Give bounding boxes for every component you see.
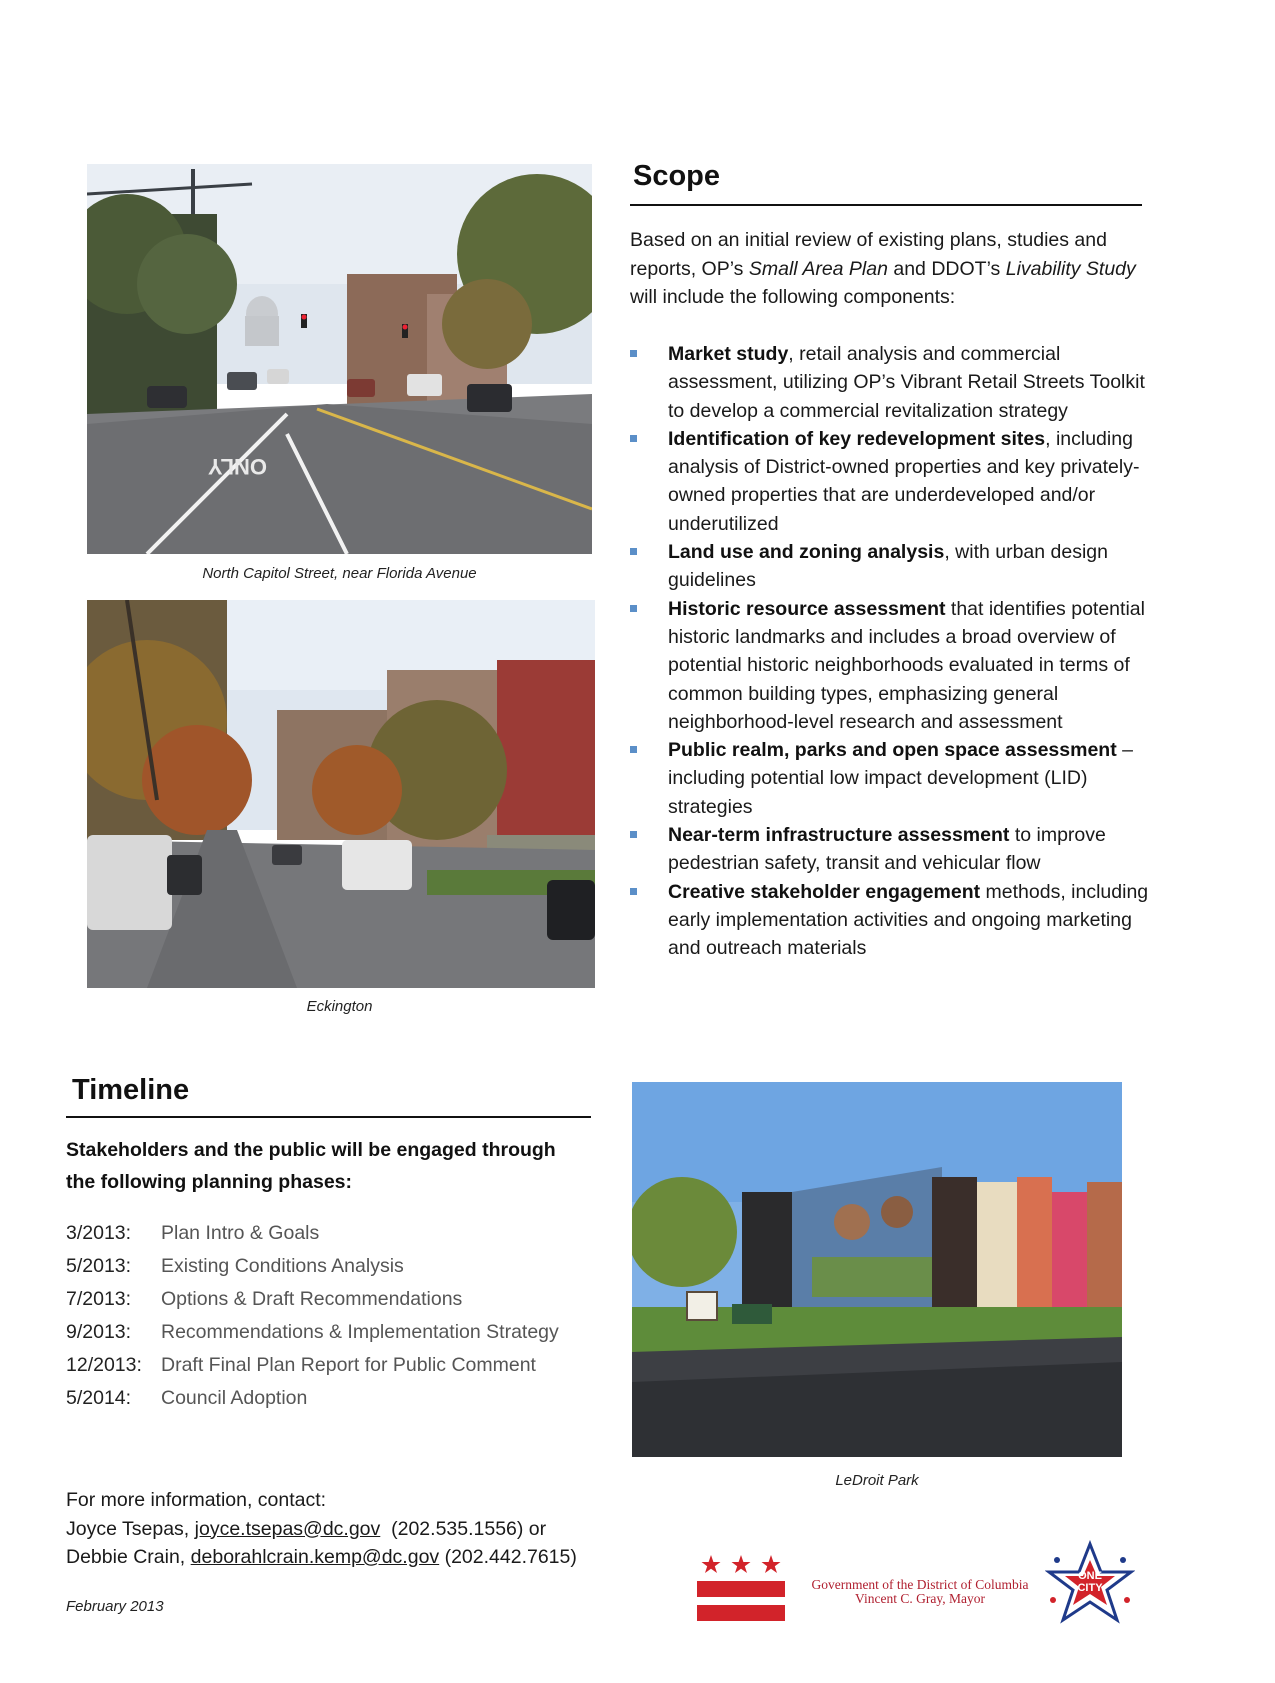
scope-item-heading: Identification of key redevelopment sites bbox=[668, 427, 1046, 450]
caption-ledroit-park: LeDroit Park bbox=[835, 1472, 919, 1489]
one-city-text-one: ONE bbox=[1078, 1570, 1102, 1582]
scope-intro bbox=[630, 226, 1150, 312]
phase-date: 9/2013: bbox=[66, 1321, 132, 1343]
scope-item-heading: Creative stakeholder engagement bbox=[668, 880, 981, 903]
contact-block bbox=[66, 1486, 626, 1572]
phase-date: 3/2013: bbox=[66, 1222, 132, 1244]
phase-date: 12/2013: bbox=[66, 1354, 142, 1376]
bullet-icon bbox=[630, 888, 637, 895]
scope-intro-small-area-plan: Small Area Plan bbox=[748, 257, 888, 280]
email-link-joyce[interactable]: joyce.tsepas@dc.gov bbox=[194, 1517, 381, 1540]
scope-intro-text-a: Based on an initial review of existing plans, studies and reports, OP’s bbox=[630, 229, 1107, 280]
timeline-phase-list bbox=[66, 1222, 606, 1420]
timeline-title: Timeline bbox=[72, 1074, 190, 1106]
scope-item-heading: Historic resource assessment bbox=[668, 597, 946, 620]
contact-person-joyce bbox=[66, 1515, 626, 1544]
scope-title: Scope bbox=[633, 160, 721, 192]
timeline-phase bbox=[66, 1354, 606, 1387]
one-city-logo bbox=[1045, 1540, 1135, 1628]
phase-date: 7/2013: bbox=[66, 1288, 132, 1310]
phase-label: Recommendations & Implementation Strategy bbox=[161, 1321, 559, 1343]
timeline-phase bbox=[66, 1288, 606, 1321]
scope-item bbox=[630, 821, 1150, 878]
timeline-phase bbox=[66, 1255, 606, 1288]
caption-eckington: Eckington bbox=[306, 998, 373, 1015]
scope-item bbox=[630, 595, 1150, 736]
scope-item-text: to improve pedestrian safety, transit and vehicular flow bbox=[668, 824, 1106, 875]
phase-label: Options & Draft Recommendations bbox=[161, 1288, 463, 1310]
scope-item-text: – including potential low impact development (LID) strategies bbox=[668, 739, 1133, 818]
timeline-intro: Stakeholders and the public will be engaged through the following planning phases: bbox=[66, 1139, 556, 1193]
bullet-icon bbox=[630, 435, 637, 442]
phase-label: Plan Intro & Goals bbox=[161, 1222, 320, 1244]
email-link-debbie[interactable]: deborahlcrain.kemp@dc.gov bbox=[190, 1546, 440, 1568]
contact-phone: (202.535.1556) or bbox=[380, 1517, 547, 1540]
scope-item-heading: Public realm, parks and open space assessment bbox=[668, 739, 1117, 762]
contact-person-debbie bbox=[66, 1543, 626, 1572]
scope-item bbox=[630, 736, 1150, 821]
timeline-rule bbox=[66, 1116, 591, 1118]
phase-label: Draft Final Plan Report for Public Comment bbox=[161, 1354, 536, 1376]
svg-text:ONLY: ONLY bbox=[207, 454, 267, 479]
scope-item-text: , including analysis of District-owned properties and key privately-owned properties that are underdeveloped and/or underutilized bbox=[668, 427, 1140, 535]
timeline-phase bbox=[66, 1321, 606, 1354]
bullet-icon bbox=[630, 548, 637, 555]
contact-name: Joyce Tsepas, bbox=[66, 1517, 195, 1540]
timeline-phase bbox=[66, 1222, 606, 1255]
contact-heading: For more information, contact: bbox=[66, 1489, 327, 1511]
bullet-icon bbox=[630, 831, 637, 838]
photo-north-capitol-street bbox=[87, 164, 592, 554]
scope-item bbox=[630, 878, 1150, 963]
bullet-icon bbox=[630, 350, 637, 357]
phase-label: Existing Conditions Analysis bbox=[161, 1255, 404, 1277]
scope-item-heading: Near-term infrastructure assessment bbox=[668, 824, 1010, 847]
scope-item-text: , retail analysis and commercial assessment, utilizing OP’s Vibrant Retail Streets Toolkit to develop a commercial revitalization strategy bbox=[668, 343, 1145, 422]
scope-item bbox=[630, 340, 1150, 425]
photo-ledroit-park bbox=[632, 1082, 1122, 1457]
bullet-icon bbox=[630, 746, 637, 753]
dc-flag-logo bbox=[697, 1553, 785, 1621]
scope-intro-livability-study: Livability Study bbox=[1005, 257, 1136, 280]
bullet-icon bbox=[630, 605, 637, 612]
scope-item-text: that identifies potential historic landmarks and includes a broad overview of potential historic neighborhoods evaluated in terms of common building types, emphasizing general neighborhood-level research and assessment bbox=[668, 597, 1145, 733]
scope-list bbox=[630, 340, 1150, 963]
scope-intro-text-e: will include the following components: bbox=[630, 286, 956, 308]
phase-label: Council Adoption bbox=[161, 1387, 308, 1409]
mayor-name: Vincent C. Gray, Mayor bbox=[855, 1591, 985, 1606]
photo-eckington bbox=[87, 600, 595, 988]
government-name: Government of the District of Columbia bbox=[811, 1577, 1029, 1592]
scope-item-text: methods, including early implementation activities and ongoing marketing and outreach materials bbox=[668, 880, 1149, 960]
caption-north-capitol-street: North Capitol Street, near Florida Avenue bbox=[202, 565, 477, 582]
contact-name: Debbie Crain, bbox=[66, 1546, 191, 1568]
scope-item-heading: Land use and zoning analysis bbox=[668, 541, 945, 564]
publication-date: February 2013 bbox=[66, 1598, 164, 1615]
one-city-text-city: CITY bbox=[1077, 1582, 1103, 1594]
scope-item-heading: Market study bbox=[668, 343, 789, 365]
contact-phone: (202.442.7615) bbox=[439, 1546, 577, 1568]
scope-item-text: , with urban design guidelines bbox=[668, 541, 1108, 592]
scope-rule bbox=[630, 204, 1142, 206]
scope-item bbox=[630, 425, 1150, 538]
phase-date: 5/2014: bbox=[66, 1387, 132, 1409]
timeline-phase bbox=[66, 1387, 606, 1420]
government-text bbox=[795, 1578, 1045, 1606]
scope-intro-text-c: and DDOT’s bbox=[887, 257, 1006, 280]
phase-date: 5/2013: bbox=[66, 1255, 132, 1277]
scope-item bbox=[630, 538, 1150, 595]
